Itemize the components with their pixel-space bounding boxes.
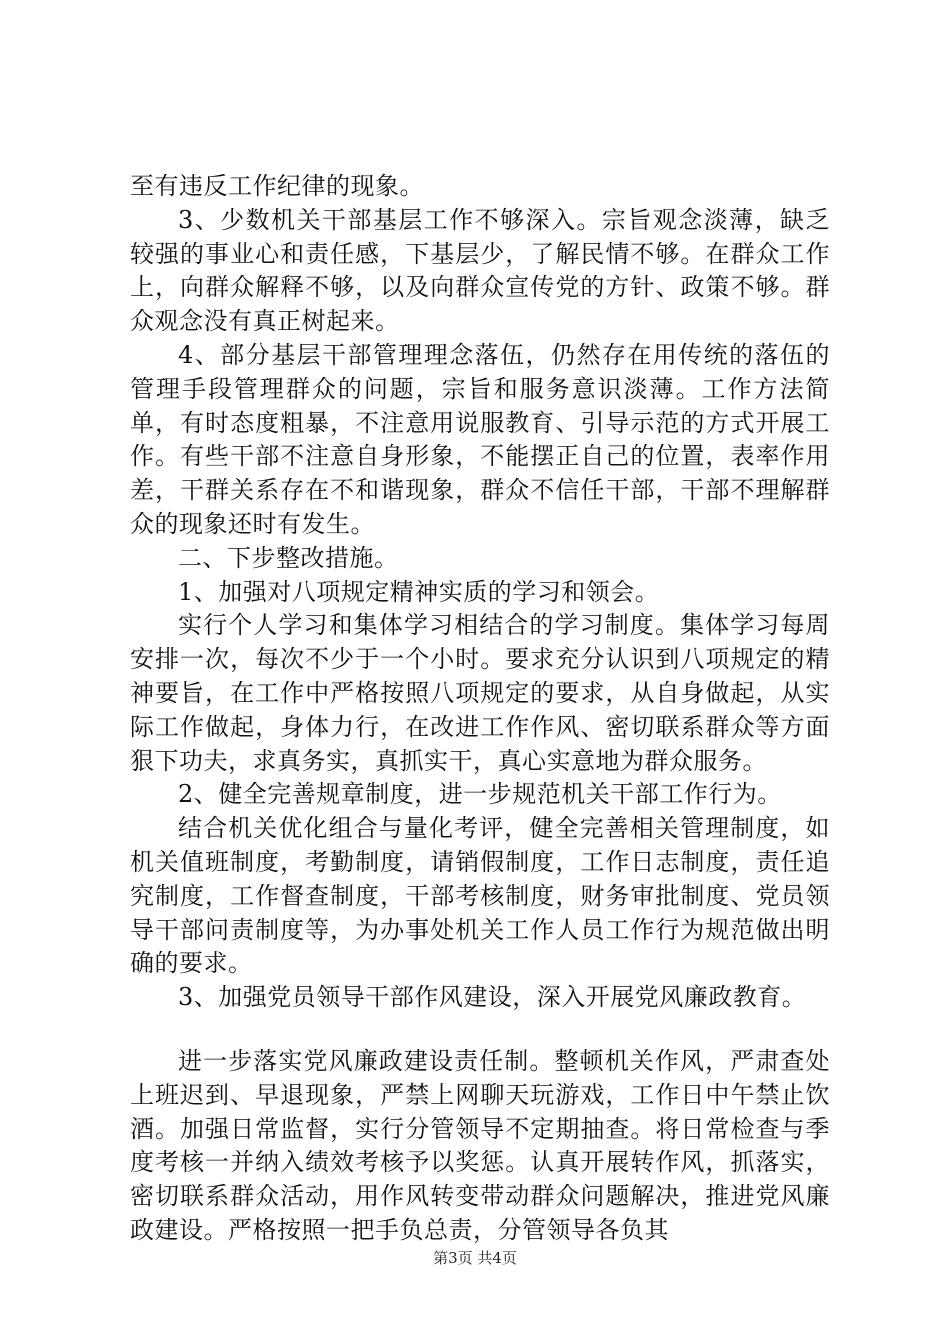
page-number-footer: 第3页 共4页: [433, 1249, 517, 1267]
paragraph-item-3: 3、少数机关干部基层工作不够深入。宗旨观念淡薄，缺乏较强的事业心和责任感，下基层少，了解民情不够。在群众工作上，向群众解释不够，以及向群众宣传党的方针、政策不够。群众观念没有真正树起来。: [130, 205, 830, 336]
paragraph-continuation: 至有违反工作纪律的现象。: [130, 172, 424, 200]
document-body: [130, 170, 830, 1248]
subheading-1: 1、加强对八项规定精神实质的学习和领会。: [178, 577, 660, 606]
subheading-3: 3、加强党员领导干部作风建设，深入开展党风廉政教育。: [178, 983, 807, 1012]
subheading-2: 2、健全完善规章制度，进一步规范机关干部工作行为。: [178, 780, 782, 809]
paragraph-study-system: 实行个人学习和集体学习相结合的学习制度。集体学习每周安排一次，每次不少于一个小时。要求充分认识到八项规定的精神要旨，在工作中严格按照八项规定的要求，从自身做起，从实际工作做起，身体力行，在改进工作作风、密切联系群众等方面狠下功夫，求真务实，真抓实干，真心实意地为群众服务。: [130, 611, 830, 775]
paragraph-item-4: 4、部分基层干部管理理念落伍，仍然存在用传统的落伍的管理手段管理群众的问题，宗旨和服务意识淡薄。工作方法简单，有时态度粗暴，不注意用说服教育、引导示范的方式开展工作。有些干部不注意自身形象，不能摆正自己的位置，表率作用差，干群关系存在不和谐现象，群众不信任干部，干部不理解群众的现象还时有发生。: [130, 340, 830, 538]
paragraph-regulations: 结合机关优化组合与量化考评，健全完善相关管理制度，如机关值班制度，考勤制度，请销假制度，工作日志制度，责任追究制度，工作督查制度，干部考核制度，财务审批制度、党员领导干部问责制度等，为办事处机关工作人员工作行为规范做出明确的要求。: [130, 814, 830, 978]
section-heading-2: 二、下步整改措施。: [178, 543, 399, 572]
paragraph-spacer: [130, 1015, 830, 1045]
paragraph-integrity: 进一步落实党风廉政建设责任制。整顿机关作风，严肃查处上班迟到、早退现象，严禁上网聊天玩游戏，工作日中午禁止饮酒。加强日常监督，实行分管领导不定期抽查。将日常检查与季度考核一并纳入绩效考核予以奖惩。认真开展转作风，抓落实，密切联系群众活动，用作风转变带动群众问题解决，推进党风廉政建设。严格按照一把手负总责，分管领导各负其: [130, 1046, 830, 1244]
